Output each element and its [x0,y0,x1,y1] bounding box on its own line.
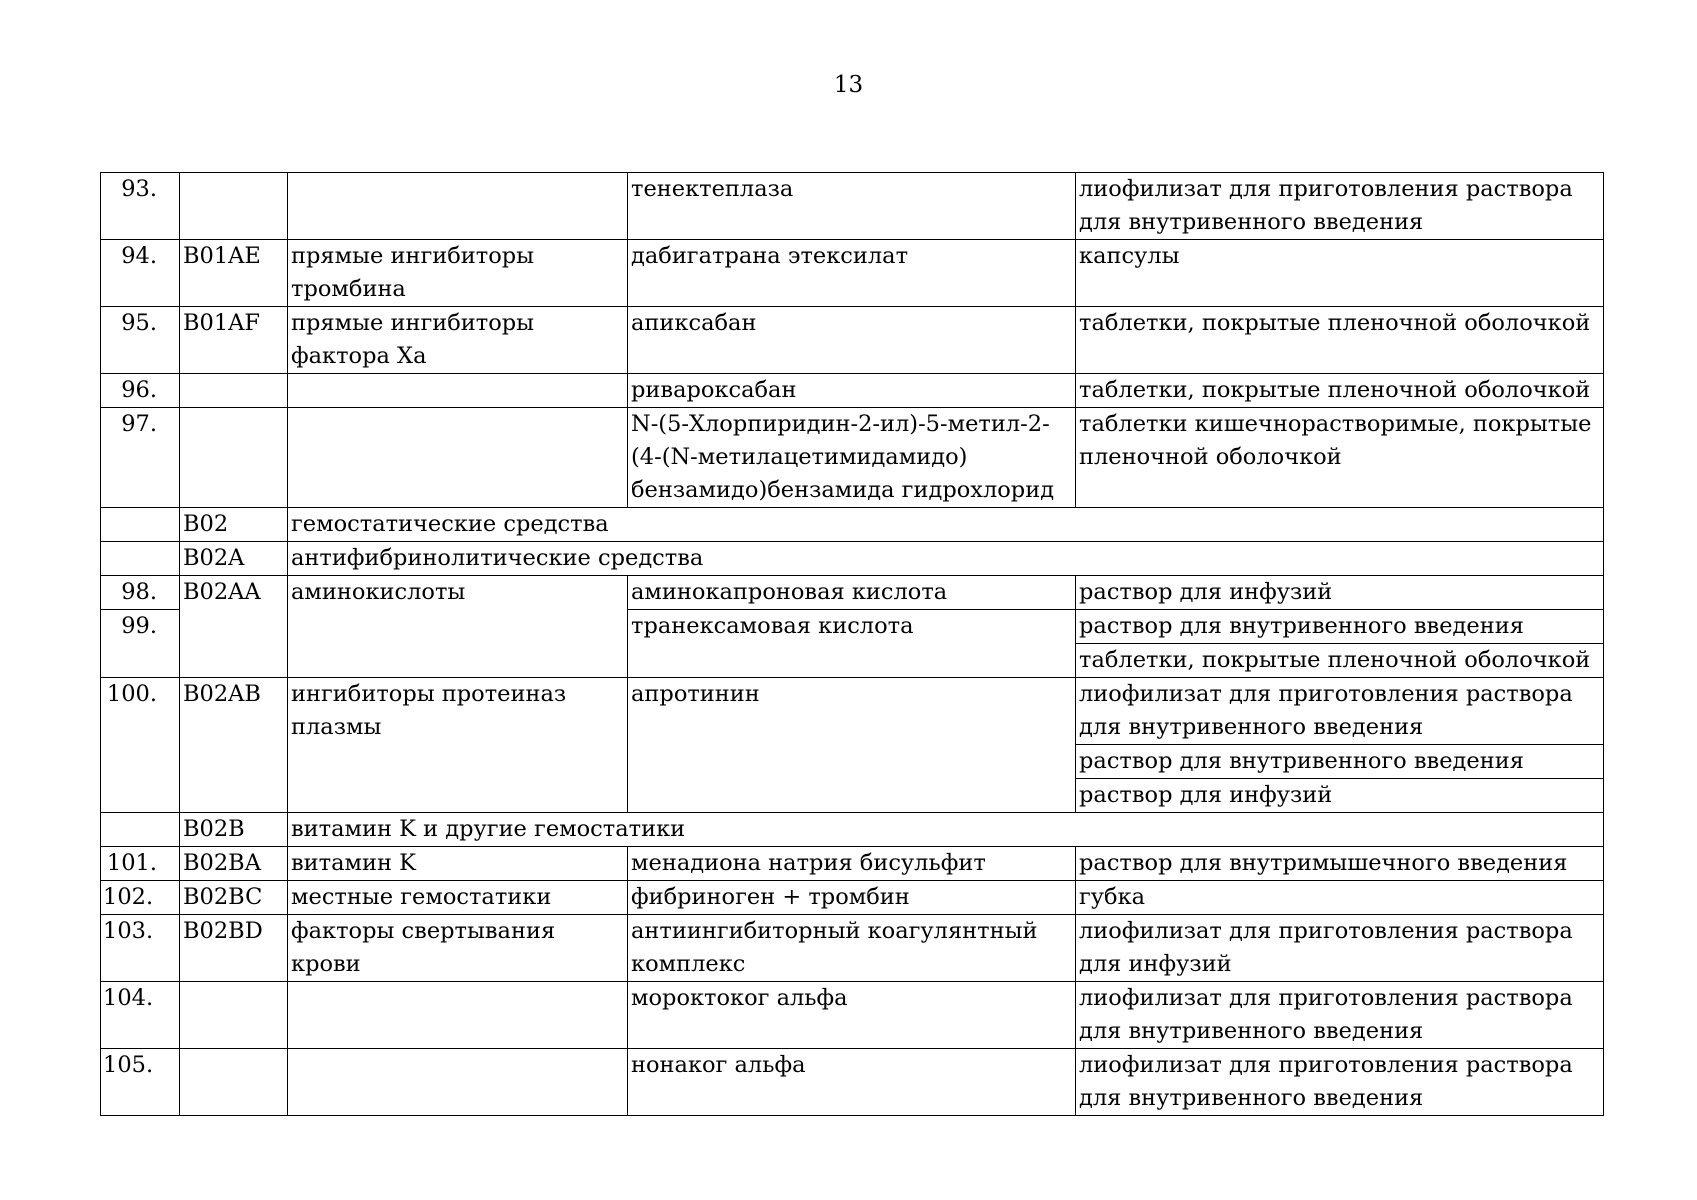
row-number [101,508,180,542]
table-row-group-header [101,508,1604,542]
atc-code [180,408,288,508]
row-number: 104. [101,982,180,1049]
row-number: 101. [101,847,180,881]
pharm-group [288,173,628,240]
pharm-group: местные гемостатики [288,881,628,915]
pharm-group: прямые ингибиторы фактора Xa [288,307,628,374]
table-row [101,1049,1604,1116]
table-row [101,576,1604,610]
dosage-form: таблетки кишечнорастворимые, покрытые пленочной оболочкой [1076,408,1604,508]
dosage-form: раствор для инфузий [1076,576,1604,610]
table-row [101,678,1604,745]
pharm-group [288,374,628,408]
row-number: 99. [101,610,180,678]
row-number: 95. [101,307,180,374]
atc-code [180,374,288,408]
atc-code: B02BC [180,881,288,915]
row-number [101,813,180,847]
row-number: 102. [101,881,180,915]
dosage-form: раствор для внутривенного введения [1076,745,1604,779]
row-number [101,542,180,576]
dosage-form: раствор для инфузий [1076,779,1604,813]
table-row [101,915,1604,982]
table-row [101,374,1604,408]
atc-code: B01AE [180,240,288,307]
pharm-group: гемостатические средства [288,508,1604,542]
dosage-form: таблетки, покрытые пленочной оболочкой [1076,374,1604,408]
pharm-group: факторы свертывания крови [288,915,628,982]
row-number: 100. [101,678,180,813]
row-number: 98. [101,576,180,610]
table-row [101,881,1604,915]
pharm-group: прямые ингибиторы тромбина [288,240,628,307]
table-row [101,847,1604,881]
dosage-form: капсулы [1076,240,1604,307]
pharm-group: аминокислоты [288,576,628,678]
row-number: 93. [101,173,180,240]
atc-code [180,1049,288,1116]
atc-code: B02AB [180,678,288,813]
dosage-form: лиофилизат для приготовления раствора для инфузий [1076,915,1604,982]
atc-code: B02BD [180,915,288,982]
dosage-form: раствор для внутривенного введения [1076,610,1604,644]
table-row [101,408,1604,508]
table-row [101,307,1604,374]
drug-name: N-(5-Хлорпиридин-2-ил)-5-метил-2-(4-(N-метилацетимидамидо) бензамидо)бензамида гидрохлорид [628,408,1076,508]
drug-name: апиксабан [628,307,1076,374]
row-number: 96. [101,374,180,408]
pharm-group: антифибринолитические средства [288,542,1604,576]
atc-code: B02A [180,542,288,576]
row-number: 105. [101,1049,180,1116]
table-row-group-header [101,813,1604,847]
row-number: 103. [101,915,180,982]
pharm-group [288,408,628,508]
atc-code: B02AA [180,576,288,678]
drug-name: нонаког альфа [628,1049,1076,1116]
dosage-form: лиофилизат для приготовления раствора для внутривенного введения [1076,173,1604,240]
drug-name: антиингибиторный коагулянтный комплекс [628,915,1076,982]
drug-name: дабигатрана этексилат [628,240,1076,307]
dosage-form: лиофилизат для приготовления раствора для внутривенного введения [1076,678,1604,745]
drug-name: менадиона натрия бисульфит [628,847,1076,881]
atc-code: B02 [180,508,288,542]
atc-code: B02B [180,813,288,847]
atc-code: B01AF [180,307,288,374]
drug-name: аминокапроновая кислота [628,576,1076,610]
atc-code [180,982,288,1049]
page-number: 13 [833,72,864,98]
drug-name: фибриноген + тромбин [628,881,1076,915]
dosage-form: губка [1076,881,1604,915]
row-number: 94. [101,240,180,307]
table-row [101,982,1604,1049]
dosage-form: лиофилизат для приготовления раствора для внутривенного введения [1076,1049,1604,1116]
drug-name: мороктоког альфа [628,982,1076,1049]
dosage-form: лиофилизат для приготовления раствора для внутривенного введения [1076,982,1604,1049]
atc-code: B02BA [180,847,288,881]
dosage-form: раствор для внутримышечного введения [1076,847,1604,881]
pharm-group [288,982,628,1049]
drug-name: тенектеплаза [628,173,1076,240]
dosage-form: таблетки, покрытые пленочной оболочкой [1076,644,1604,678]
drug-name: апротинин [628,678,1076,813]
table-row [101,173,1604,240]
pharm-group: витамин K и другие гемостатики [288,813,1604,847]
dosage-form: таблетки, покрытые пленочной оболочкой [1076,307,1604,374]
pharm-group: витамин K [288,847,628,881]
drug-name: ривароксабан [628,374,1076,408]
row-number: 97. [101,408,180,508]
drug-list-table [100,172,1604,1116]
atc-code [180,173,288,240]
table-row [101,240,1604,307]
pharm-group [288,1049,628,1116]
drug-name: транексамовая кислота [628,610,1076,678]
table-row-group-header [101,542,1604,576]
pharm-group: ингибиторы протеиназ плазмы [288,678,628,813]
